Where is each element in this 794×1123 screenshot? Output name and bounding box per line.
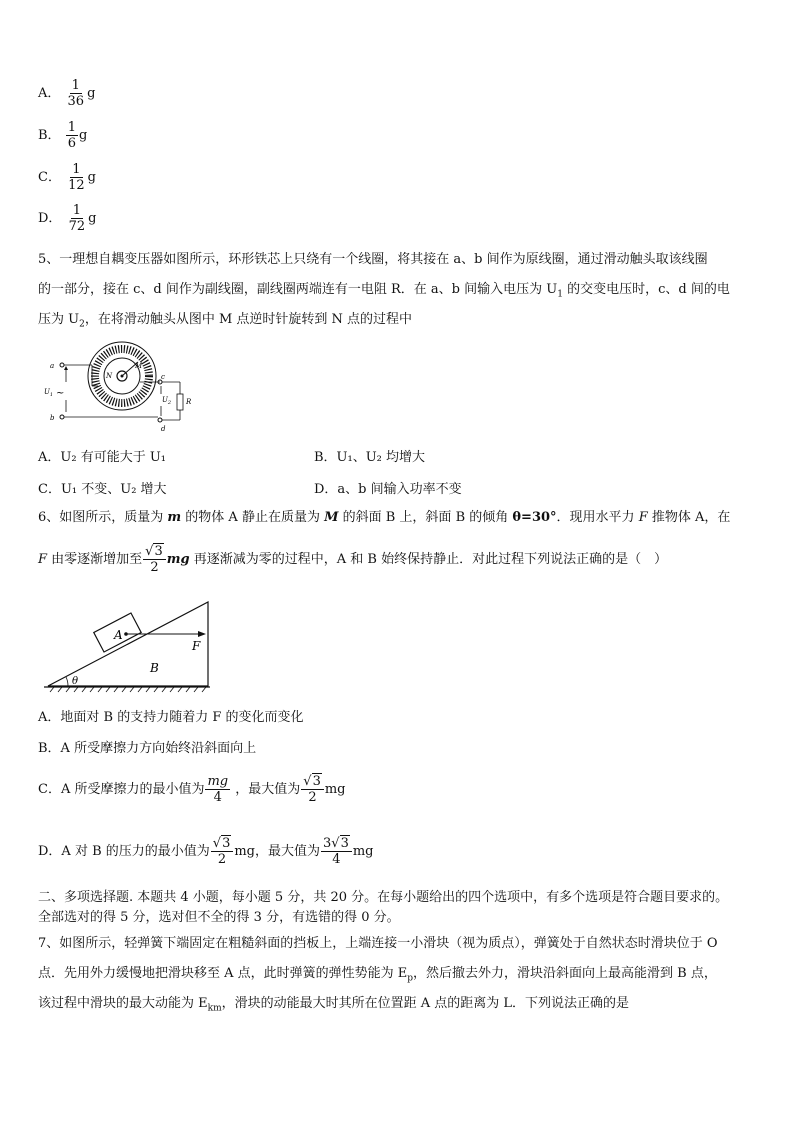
q6-option-c (38, 774, 346, 805)
text: 推物体 A，在 (647, 510, 731, 525)
text: 的一部分，接在 c、d 间作为副线圈，副线圈两端连有一电阻 R．在 a、b 间输入电压为 U (38, 282, 558, 297)
text: 再逐渐减为零的过程中，A 和 B 始终保持静止．对此过程下列说法正确的是（ ） (189, 552, 668, 567)
label-c: c (161, 373, 165, 381)
section2-line1: 二、多项选择题. 本题共 4 小题，每小题 5 分，共 20 分。在每小题给出的四个选项中，有多个选项是符合题目要求的。 (38, 890, 729, 905)
ac-symbol: ~ (56, 388, 65, 399)
numerator: mg (207, 774, 229, 789)
var-F: F (38, 552, 48, 567)
text: ，然后撤去外力，滑块沿斜面向上最高能滑到 B 点， (413, 966, 717, 981)
q4-option-b (38, 120, 87, 151)
denominator: 2 (217, 852, 227, 867)
denominator: 72 (68, 219, 86, 234)
unit: g (87, 86, 96, 101)
q6-option-b: B．A 所受摩擦力方向始终沿斜面向上 (38, 741, 257, 756)
option-letter: D． (38, 211, 62, 226)
text: 6、如图所示，质量为 (38, 510, 168, 525)
q6-option-d (38, 836, 374, 867)
resistor (177, 394, 183, 410)
q6-option-a: A．地面对 B 的支持力随着力 F 的变化而变化 (38, 710, 304, 725)
q6-stem-line2 (38, 544, 667, 575)
denominator: 4 (213, 790, 222, 805)
text: mg (324, 782, 346, 797)
fraction (321, 836, 352, 867)
label-u1: $U_1$ (44, 388, 54, 398)
denominator: 36 (67, 94, 85, 109)
unit: g (88, 211, 97, 226)
text: 由零逐渐增加至 (47, 552, 143, 567)
numerator: 1 (67, 120, 76, 135)
transformer-diagram (40, 338, 200, 432)
q7-stem-line2 (38, 964, 758, 989)
denominator: 2 (150, 560, 159, 575)
fraction (143, 544, 166, 575)
label-theta: θ (72, 676, 79, 687)
text: ，在将滑动触头从图中 M 点逆时针旋转到 N 点的过程中 (84, 312, 413, 327)
var-M: M (324, 510, 339, 525)
q5-option-d: D．a、b 间输入功率不变 (314, 482, 462, 497)
q5-option-a: A．U₂ 有可能大于 U₁ (38, 450, 166, 465)
denominator: 4 (332, 852, 341, 867)
denominator: 6 (67, 136, 76, 151)
option-letter: B． (38, 128, 61, 143)
denominator: 2 (308, 790, 317, 805)
var-F: F (638, 510, 648, 525)
numerator: √3 (301, 774, 324, 790)
q5-stem-line1: 5、一理想自耦变压器如图所示，环形铁芯上只绕有一个线圈，将其接在 a、b 间作为原线圈，通过滑动触头取该线圈 (38, 252, 708, 267)
q4-option-d (38, 203, 96, 234)
q5-stem-line3 (38, 310, 758, 335)
var-theta: θ=30° (512, 510, 557, 525)
subscript: p (407, 973, 414, 984)
q4-option-a (38, 78, 95, 109)
text: 点．先用外力缓慢地把滑块移至 A 点，此时弹簧的弹性势能为 E (38, 966, 408, 981)
unit: g (78, 128, 88, 143)
ground-hatching (50, 687, 206, 692)
q5-option-c: C．U₁ 不变、U₂ 增大 (38, 482, 167, 497)
terminal-a (60, 363, 64, 367)
text: ，滑块的动能最大时其所在位置距 A 点的距离为 L．下列说法正确的是 (221, 996, 630, 1011)
fraction (301, 774, 324, 805)
label-d: d (161, 425, 166, 432)
option-letter: C． (38, 170, 61, 185)
numerator: 1 (72, 162, 81, 177)
text: C．A 所受摩擦力的最小值为 (38, 782, 205, 797)
label-b: B (150, 661, 159, 675)
label-a: A (114, 628, 123, 642)
text: 压为 U (38, 312, 80, 327)
q5-option-b: B．U₁、U₂ 均增大 (314, 450, 426, 465)
fraction (67, 203, 88, 234)
label-f: F (192, 639, 201, 653)
angle-arc (66, 677, 68, 686)
var-m: m (167, 510, 182, 525)
q5-stem-line2 (38, 280, 758, 305)
subscript: km (207, 1003, 222, 1014)
option-letter: A． (38, 86, 61, 101)
text: D．A 对 B 的压力的最小值为 (38, 844, 210, 859)
numerator: 1 (71, 78, 80, 93)
q7-stem-line1: 7、如图所示，轻弹簧下端固定在粗糙斜面的挡板上，上端连接一小滑块（视为质点），弹簧处于自然状态时滑块位于 O (38, 936, 718, 951)
text: 该过程中滑块的最大动能为 E (38, 996, 208, 1011)
q4-option-c (38, 162, 96, 193)
fraction (205, 774, 230, 805)
denominator: 12 (68, 178, 85, 193)
subscript: 1 (557, 289, 563, 300)
fraction (66, 120, 78, 151)
numerator: √3 (143, 544, 166, 560)
label-n: N (106, 372, 113, 380)
numerator: 3√3 (321, 836, 352, 852)
q7-stem-line3 (38, 994, 758, 1019)
label-r: R (186, 398, 192, 406)
var-mg: mg (166, 552, 190, 567)
label-b: b (50, 414, 55, 422)
fraction (211, 836, 234, 867)
terminal-d (158, 418, 162, 422)
label-m: M (135, 362, 143, 370)
fraction (66, 162, 87, 193)
numerator: 1 (72, 203, 81, 218)
label-a: a (50, 362, 55, 370)
fraction (66, 78, 87, 109)
text: mg，最大值为 (234, 844, 320, 859)
section2-line2: 全部选对的得 5 分，选对但不全的得 3 分，有选错的得 0 分。 (38, 910, 400, 925)
terminal-b (60, 415, 64, 419)
text: ．现用水平力 (556, 510, 639, 525)
text: 的物体 A 静止在质量为 (181, 510, 325, 525)
text: 的斜面 B 上，斜面 B 的倾角 (338, 510, 513, 525)
text: ，最大值为 (235, 782, 301, 797)
unit: g (87, 170, 96, 185)
q6-stem-line1 (38, 508, 758, 528)
text: mg (352, 844, 374, 859)
incline-diagram (40, 598, 220, 694)
numerator: √3 (211, 836, 234, 852)
label-u2: $U_2$ (162, 396, 172, 406)
subscript: 2 (79, 319, 85, 330)
text: 的交变电压时，c、d 间的电 (562, 282, 730, 297)
